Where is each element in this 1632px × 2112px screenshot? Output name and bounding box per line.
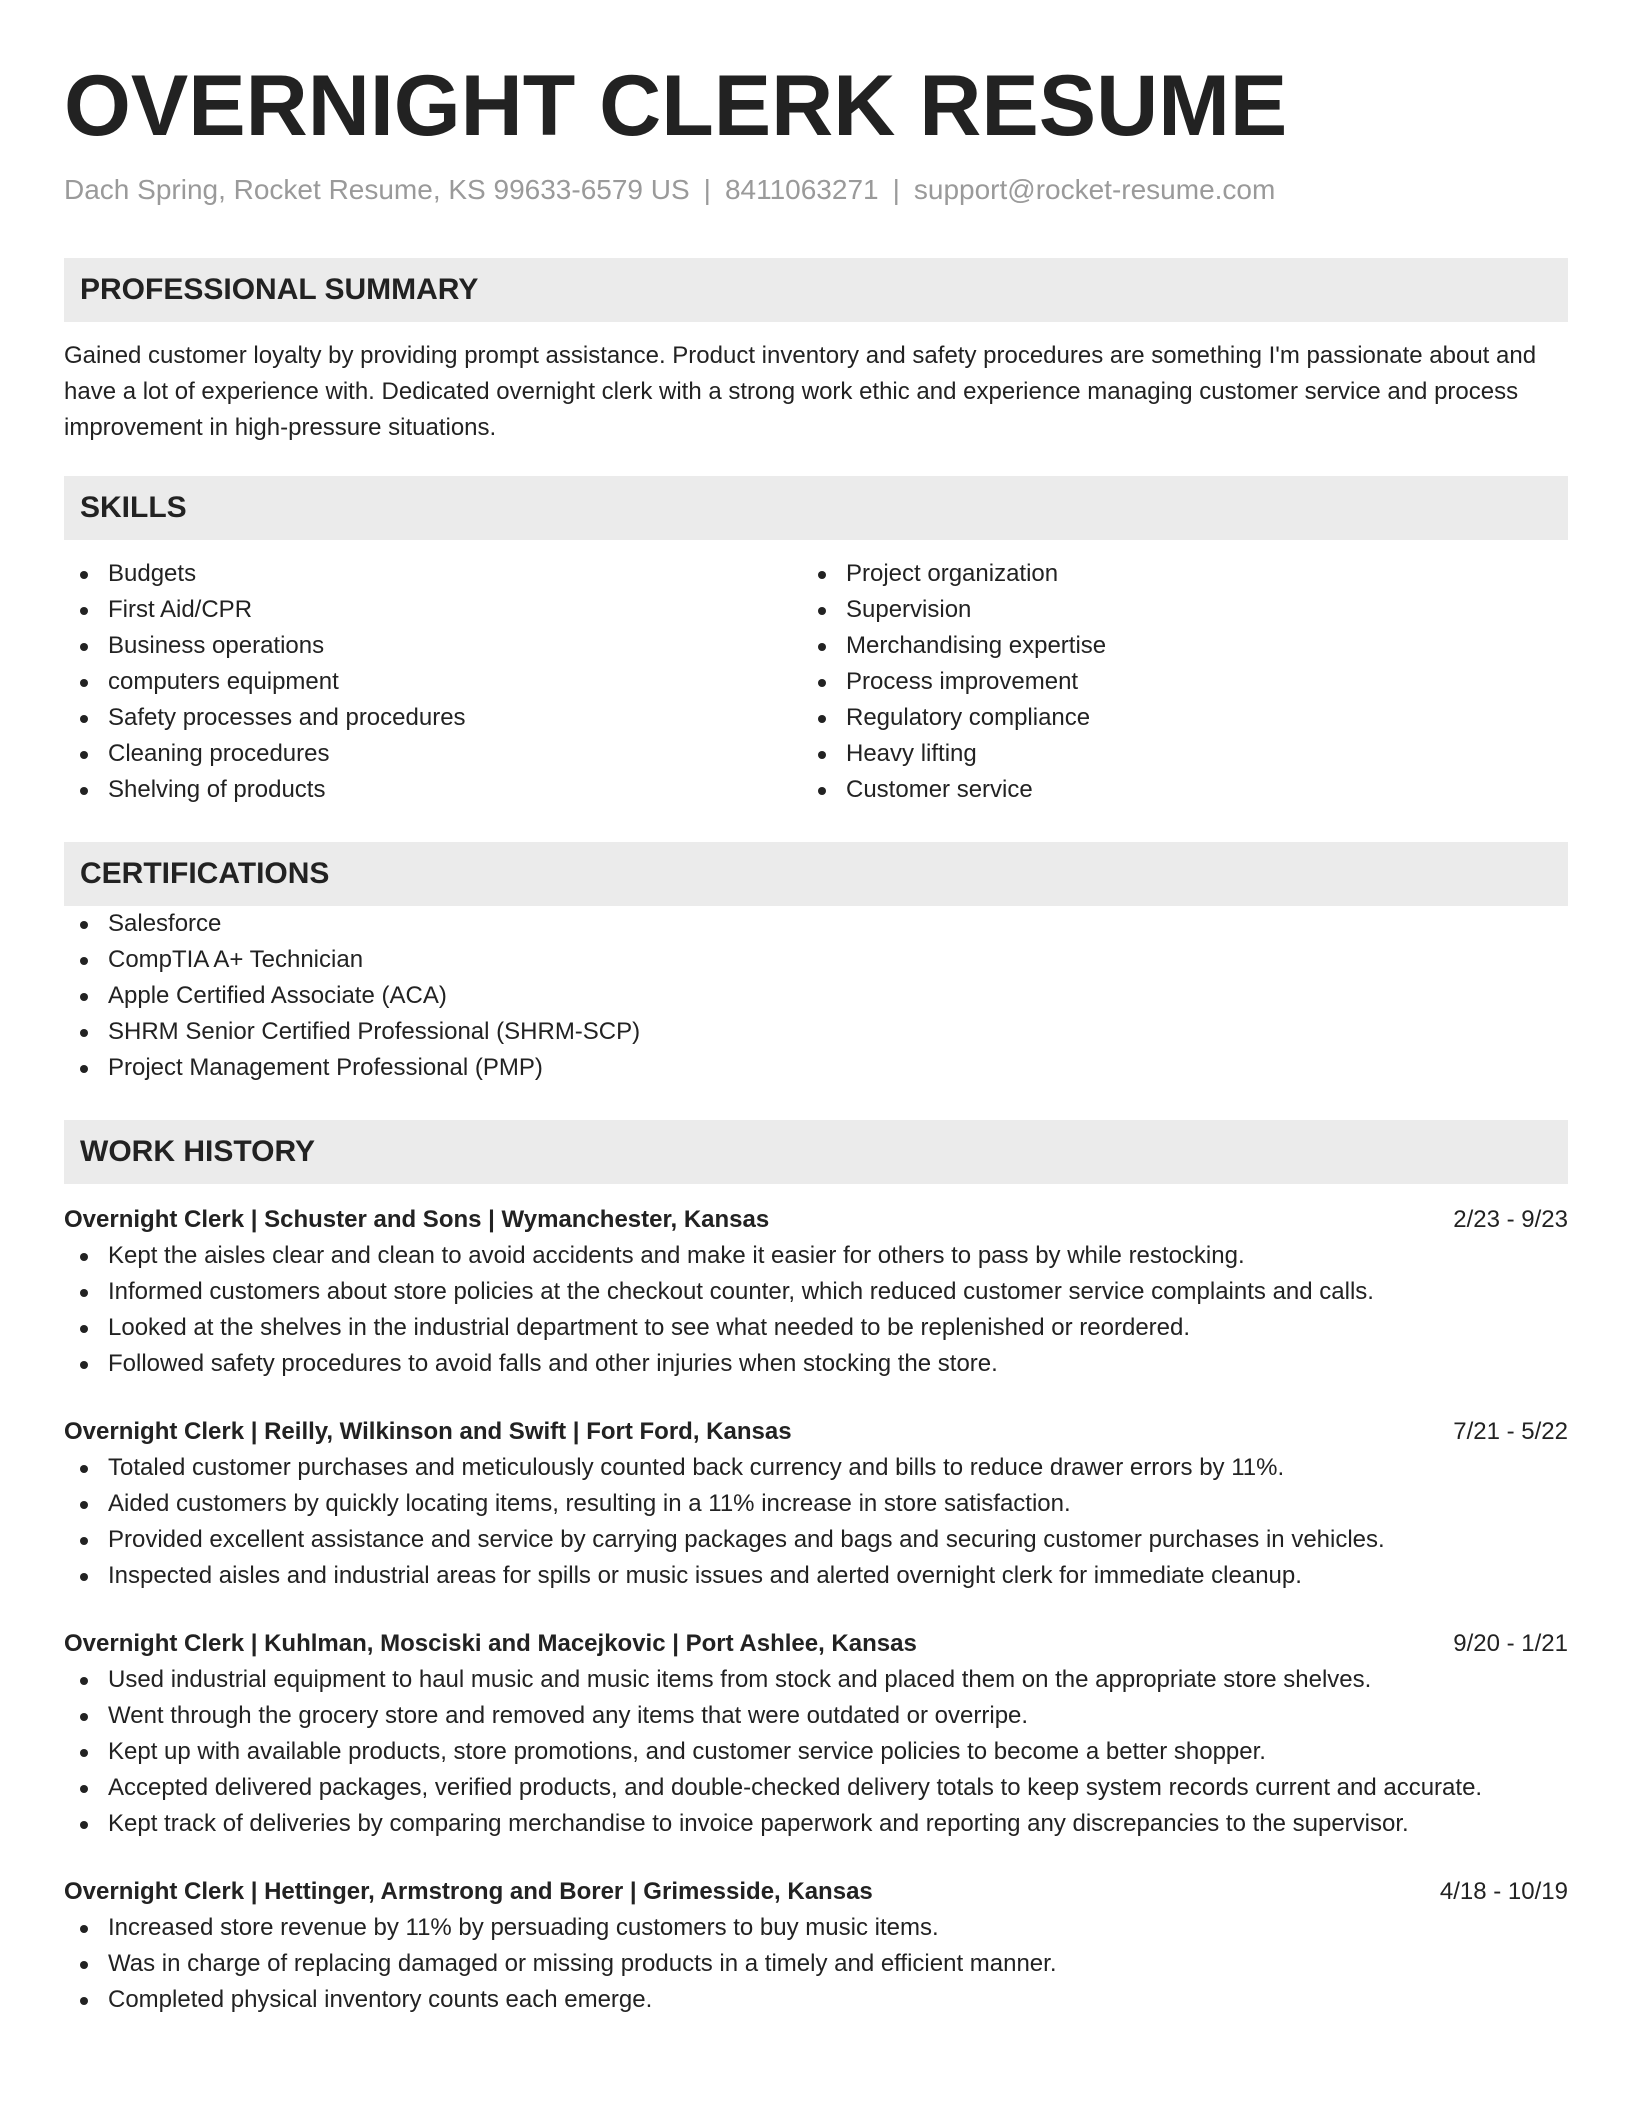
job-bullet: Inspected aisles and industrial areas for spills or music issues and alerted overnight clerk for immediate cleanup. [64, 1558, 1568, 1594]
job-bullet: Provided excellent assistance and service by carrying packages and bags and securing customer purchases in vehicles. [64, 1522, 1568, 1558]
job-heading-row [64, 1874, 1568, 1910]
job-bullet-list [64, 1238, 1568, 1382]
certifications-list [64, 906, 1568, 1086]
contact-address: Dach Spring, Rocket Resume, KS 99633-6579 US [64, 174, 690, 205]
section-header-work-history: WORK HISTORY [64, 1120, 1568, 1184]
skill-item: Supervision [802, 592, 1540, 628]
job-bullet: Completed physical inventory counts each emerge. [64, 1982, 1568, 2018]
job-bullet-list [64, 1450, 1568, 1594]
skill-item: Regulatory compliance [802, 700, 1540, 736]
job-bullet: Increased store revenue by 11% by persuading customers to buy music items. [64, 1910, 1568, 1946]
contact-phone: 8411063271 [724, 174, 879, 205]
job-heading: Overnight Clerk | Reilly, Wilkinson and Swift | Fort Ford, Kansas [64, 1418, 792, 1445]
job-dates: 2/23 - 9/23 [1453, 1206, 1568, 1233]
job-heading: Overnight Clerk | Kuhlman, Mosciski and Macejkovic | Port Ashlee, Kansas [64, 1630, 917, 1657]
job-bullet: Followed safety procedures to avoid falls and other injuries when stocking the store. [64, 1346, 1568, 1382]
skill-item: Heavy lifting [802, 736, 1540, 772]
skill-item: Safety processes and procedures [64, 700, 802, 736]
job-entry [64, 1202, 1568, 1382]
job-bullet: Informed customers about store policies at the checkout counter, which reduced customer service complaints and calls. [64, 1274, 1568, 1310]
section-header-certifications: CERTIFICATIONS [64, 842, 1568, 906]
job-dates: 4/18 - 10/19 [1439, 1878, 1568, 1905]
job-dates: 9/20 - 1/21 [1453, 1630, 1568, 1657]
job-bullet: Looked at the shelves in the industrial department to see what needed to be replenished or reordered. [64, 1310, 1568, 1346]
skills-list-right [802, 556, 1540, 808]
contact-separator: | [703, 174, 711, 205]
job-bullet: Accepted delivered packages, verified products, and double-checked delivery totals to keep system records current and accurate. [64, 1770, 1568, 1806]
job-heading: Overnight Clerk | Hettinger, Armstrong and Borer | Grimesside, Kansas [64, 1878, 873, 1905]
skill-item: Shelving of products [64, 772, 802, 808]
job-heading: Overnight Clerk | Schuster and Sons | Wymanchester, Kansas [64, 1206, 770, 1233]
job-heading-row [64, 1414, 1568, 1450]
skills-columns [64, 556, 1568, 808]
section-header-summary: PROFESSIONAL SUMMARY [64, 258, 1568, 322]
job-entry [64, 1626, 1568, 1842]
skill-item: Business operations [64, 628, 802, 664]
job-dates: 7/21 - 5/22 [1453, 1418, 1568, 1445]
skill-item: Customer service [802, 772, 1540, 808]
job-bullet: Went through the grocery store and removed any items that were outdated or overripe. [64, 1698, 1568, 1734]
resume-title: OVERNIGHT CLERK RESUME [64, 58, 1288, 154]
skill-item: Cleaning procedures [64, 736, 802, 772]
job-bullet: Totaled customer purchases and meticulously counted back currency and bills to reduce drawer errors by 11%. [64, 1450, 1568, 1486]
job-bullet: Used industrial equipment to haul music and music items from stock and placed them on the appropriate store shelves. [64, 1662, 1568, 1698]
job-heading-row [64, 1202, 1568, 1238]
job-bullet: Kept up with available products, store promotions, and customer service policies to become a better shopper. [64, 1734, 1568, 1770]
job-bullet: Aided customers by quickly locating items, resulting in a 11% increase in store satisfaction. [64, 1486, 1568, 1522]
job-heading-row [64, 1626, 1568, 1662]
summary-text: Gained customer loyalty by providing prompt assistance. Product inventory and safety procedures are something I'm passionate about and have a lot of experience with. Dedicated overnight clerk with a strong work ethic and experience managing customer service and process improvement in high-pressure situations. [64, 342, 1537, 441]
skill-item: Merchandising expertise [802, 628, 1540, 664]
section-header-skills: SKILLS [64, 476, 1568, 540]
certification-item: Salesforce [64, 906, 1568, 942]
certification-item: Apple Certified Associate (ACA) [64, 978, 1568, 1014]
contact-separator: | [892, 174, 900, 205]
job-bullet: Kept the aisles clear and clean to avoid accidents and make it easier for others to pass by while restocking. [64, 1238, 1568, 1274]
job-entry [64, 1874, 1568, 2018]
job-entry [64, 1414, 1568, 1594]
contact-line [64, 172, 1568, 208]
skill-item: Project organization [802, 556, 1540, 592]
skill-item: Budgets [64, 556, 802, 592]
skills-column-left [64, 556, 802, 808]
certification-item: CompTIA A+ Technician [64, 942, 1568, 978]
certification-item: SHRM Senior Certified Professional (SHRM-SCP) [64, 1014, 1568, 1050]
job-bullet: Was in charge of replacing damaged or missing products in a timely and efficient manner. [64, 1946, 1568, 1982]
job-bullet-list [64, 1910, 1568, 2018]
skills-list-left [64, 556, 802, 808]
contact-email: support@rocket-resume.com [913, 174, 1276, 205]
skill-item: computers equipment [64, 664, 802, 700]
job-bullet: Kept track of deliveries by comparing merchandise to invoice paperwork and reporting any discrepancies to the supervisor. [64, 1806, 1568, 1842]
certification-item: Project Management Professional (PMP) [64, 1050, 1568, 1086]
job-bullet-list [64, 1662, 1568, 1842]
skill-item: First Aid/CPR [64, 592, 802, 628]
skill-item: Process improvement [802, 664, 1540, 700]
skills-column-right [802, 556, 1540, 808]
